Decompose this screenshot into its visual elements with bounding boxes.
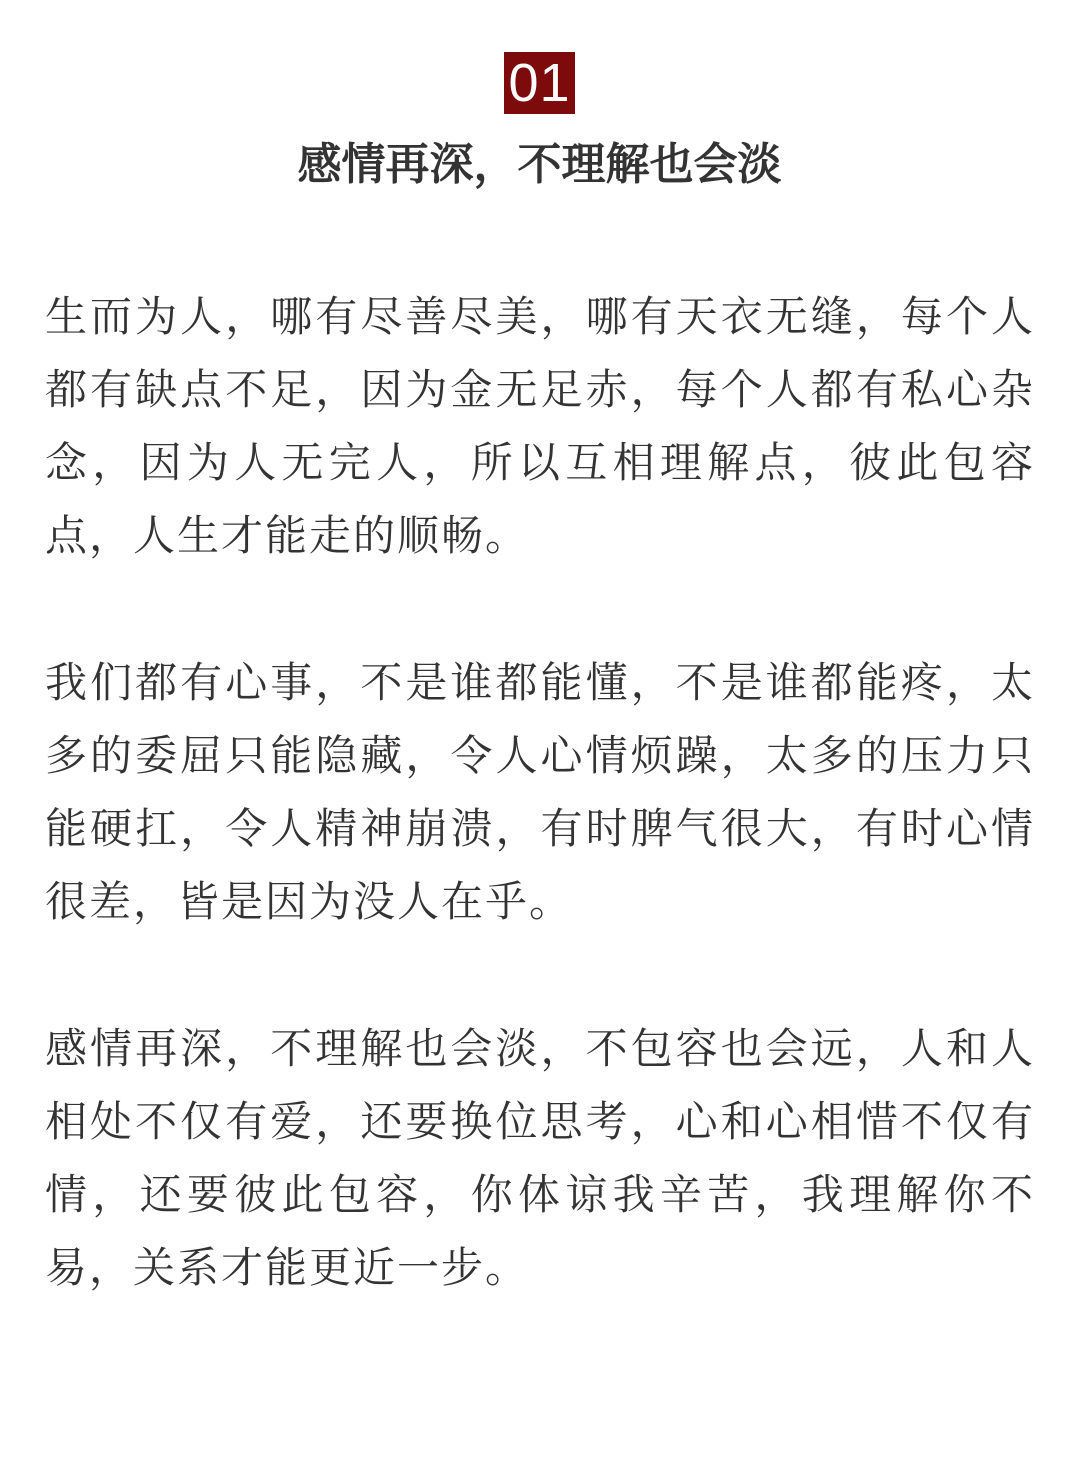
paragraph-2: 我们都有心事，不是谁都能懂，不是谁都能疼，太多的委屈只能隐藏，令人心情烦躁，太多的压力只能硬扛，令人精神崩溃，有时脾气很大，有时心情很差，皆是因为没人在乎。 — [45, 658, 1035, 926]
section-number-wrap — [0, 52, 1079, 114]
section-number-badge: 01 — [504, 52, 574, 114]
article-body — [45, 280, 1035, 1378]
paragraph-3: 感情再深，不理解也会淡，不包容也会远，人和人相处不仅有爱，还要换位思考，心和心相惜不仅有情，还要彼此包容，你体谅我辛苦，我理解你不易，关系才能更近一步。 — [45, 1024, 1035, 1292]
paragraph-1: 生而为人，哪有尽善尽美，哪有天衣无缝，每个人都有缺点不足，因为金无足赤，每个人都有私心杂念，因为人无完人，所以互相理解点，彼此包容点，人生才能走的顺畅。 — [45, 292, 1035, 560]
section-title: 感情再深，不理解也会淡 — [297, 139, 782, 190]
